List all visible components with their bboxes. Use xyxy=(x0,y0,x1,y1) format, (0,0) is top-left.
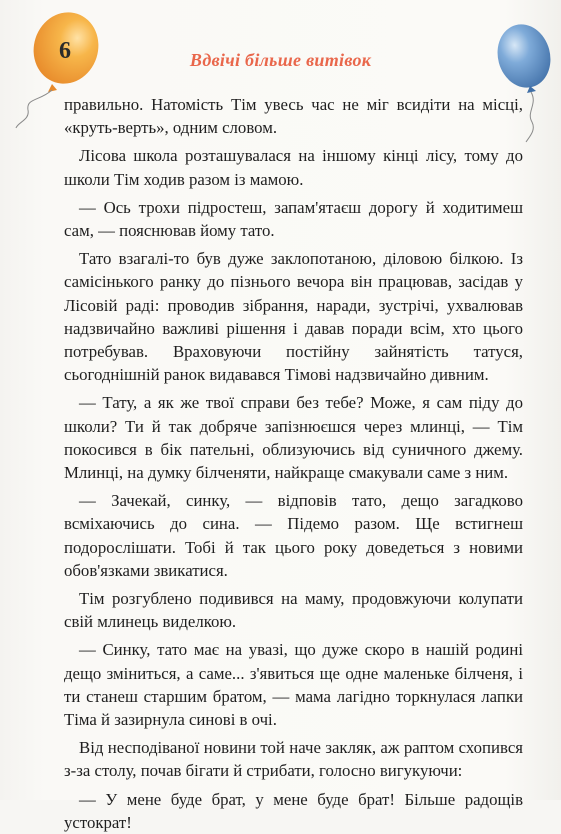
book-title-header: Вдвічі більше витівок xyxy=(189,50,372,70)
paragraph-2: Лісова школа розташувалася на іншому кінці лісу, тому до школи Тім ходив разом із мамою. xyxy=(64,146,523,189)
paragraph-6: — Зачекай, синку, — відповів тато, дещо загадково всміхаючись до сина. — Підемо разом. Ще встигнеш подорослішати. Тобі й так цього року доведеться з новими обов'язками звикатися. xyxy=(64,491,523,580)
paragraph-5: — Тату, а як же твої справи без тебе? Може, я сам піду до школи? Ти й так добряче запізнюєшся через млинці, — Тім покосився в бік пательні, облизуючись від суничного джему. Млинці, на думку білченяти, найкраще смакували саме з ним. xyxy=(64,393,523,483)
paragraph-7: Тім розгублено подивився на маму, продовжуючи колупати свій млинець виделкою. xyxy=(64,589,523,632)
paragraph-10: — У мене буде брат, у мене буде брат! Більше радощів устократ! xyxy=(64,789,523,832)
paragraph-8: — Синку, тато має на увазі, що дуже скоро в нашій родині дещо зміниться, а саме... з'явиться ще одне маленьке білченя, і ти станеш старшим братом, — мама лагідно торкнулася лапки Тіма й зазирнула синові в очі. xyxy=(64,640,523,730)
body-text xyxy=(64,93,523,834)
paragraph-9: Від несподіваної новини той наче закляк, аж раптом схопився з-за столу, почав бігати й стрибати, голосно вигукуючи: xyxy=(64,738,523,781)
paragraph-1: правильно. Натомість Тім увесь час не міг всидіти на місці, «круть-верть», одним словом. xyxy=(64,95,523,138)
paragraph-3: — Ось трохи підростеш, запам'ятаєш дорогу й ходитимеш сам, — пояснював йому тато. xyxy=(64,197,523,241)
page-number: 6 xyxy=(59,38,71,64)
paragraph-4: Тато взагалі-то був дуже заклопотаною, діловою білкою. Із самісінького ранку до пізнього вечора він працював, засідав у Лісовій раді: проводив зібрання, наради, зустрічі, ухвалював надзвичайно важливі рішення і давав поради всім, хто цього потребував. Враховуючи постійну зайнятість татуся, сьогоднішній ранок видавався Тімові надзвичайно дивним. xyxy=(64,249,523,385)
